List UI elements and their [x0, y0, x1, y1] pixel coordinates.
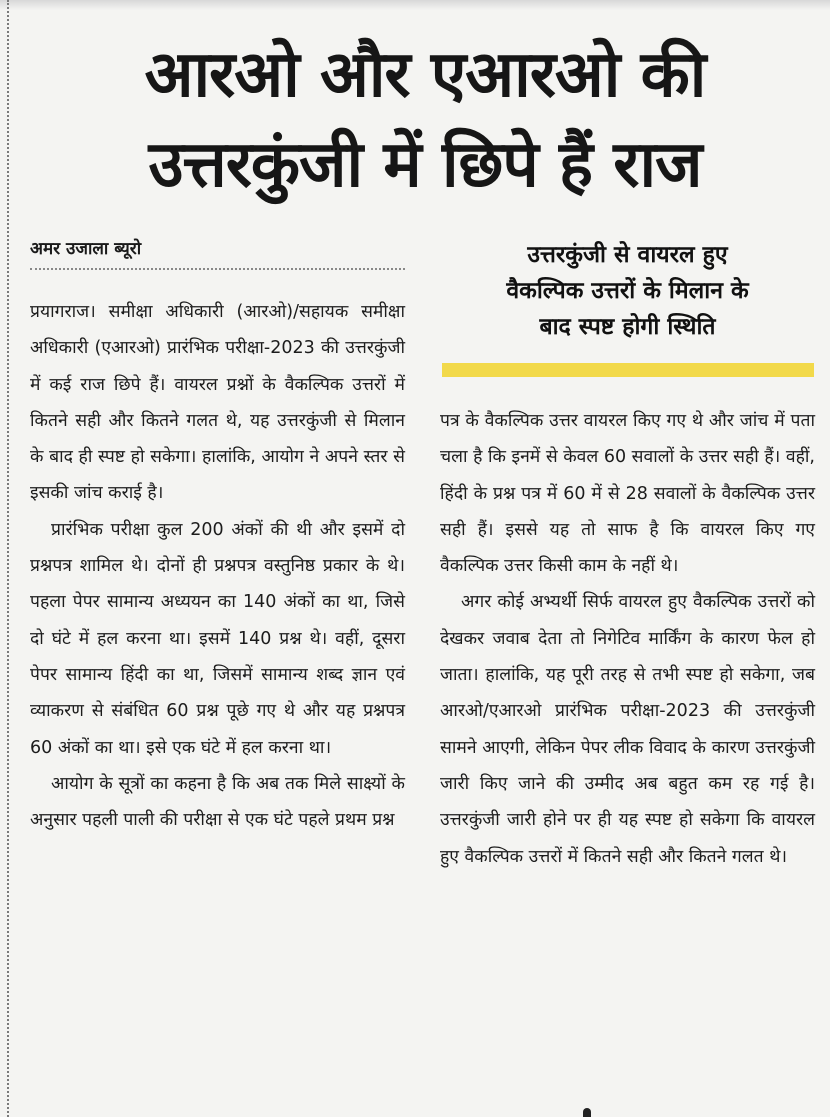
article-paragraph: प्रारंभिक परीक्षा कुल 200 अंकों की थी और इसमें दो प्रश्नपत्र शामिल थे। दोनों ही प्रश्नपत्र वस्तुनिष्ठ प्रकार के थे। पहला पेपर सामान्य अध्ययन का 140 अंकों का था, जिसे दो घंटे में हल करना था। इसमें 140 प्रश्न थे। वहीं, दूसरा पेपर सामान्य हिंदी का था, जिसमें सामान्य शब्द ज्ञान एवं व्याकरण से संबंधित 60 प्रश्न पूछे गए थे और यह प्रश्नपत्र 60 अंकों का था। इसे एक घंटे में हल करना था। [30, 519, 405, 758]
article-paragraph: अगर कोई अभ्यर्थी सिर्फ वायरल हुए वैकल्पिक उत्तरों को देखकर जवाब देता तो निगेटिव मार्किंग के कारण फेल हो जाता। हालांकि, यह पूरी तरह से तभी स्पष्ट हो सकेगा, जब आरओ/एआरओ प्रारंभिक परीक्षा-2023 की उत्तरकुंजी सामने आएगी, लेकिन पेपर लीक विवाद के कारण उत्तरकुंजी जारी किए जाने की उम्मीद अब बहुत कम रह गई है। उत्तरकुंजी जारी होने पर ही यह स्पष्ट हो सकेगा कि वायरल हुए वैकल्पिक उत्तरों में कितने सही और कितने गलत थे। [440, 592, 815, 867]
article-column-left [30, 294, 405, 838]
headline-line-2: उत्तरकुंजी में छिपे हैं राज [148, 128, 702, 202]
headline-line-1: आरओ और एआरओ की [144, 38, 706, 112]
previous-article-edge [0, 0, 830, 10]
subheadline-highlight-bar [442, 363, 814, 377]
subheadline-line-2: वैकल्पिक उत्तरों के मिलान के [506, 278, 749, 304]
article-paragraph-continued: पत्र के वैकल्पिक उत्तर वायरल किए गए थे और जांच में पता चला है कि इनमें से केवल 60 सवालों के उत्तर सही हैं। वहीं, हिंदी के प्रश्न पत्र में 60 में से 28 सवालों के वैकल्पिक उत्तर सही हैं। इससे यह तो साफ है कि वायरल किए गए वैकल्पिक उत्तर किसी काम के नहीं थे। [440, 411, 815, 577]
article-column-right [440, 403, 815, 875]
subheadline-line-1: उत्तरकुंजी से वायरल हुए [527, 242, 728, 268]
article-paragraph: प्रयागराज। समीक्षा अधिकारी (आरओ)/सहायक समीक्षा अधिकारी (एआरओ) प्रारंभिक परीक्षा-2023 की उत्तरकुंजी में कई राज छिपे हैं। वायरल प्रश्नों के वैकल्पिक उत्तरों में कितने सही और कितने गलत थे, यह उत्तरकुंजी से मिलान के बाद ही स्पष्ट हो सकेगा। हालांकि, आयोग ने अपने स्तर से इसकी जांच कराई है। [30, 302, 405, 504]
article-paragraph: आयोग के सूत्रों का कहना है कि अब तक मिले साक्ष्यों के अनुसार पहली पाली की परीक्षा से एक घंटे पहले प्रथम प्रश्न [30, 773, 405, 831]
subheadline-line-3: बाद स्पष्ट होगी स्थिति [539, 314, 716, 340]
byline: अमर उजाला ब्यूरो [30, 239, 142, 259]
headline [30, 30, 820, 210]
column-divider-dotted [7, 0, 9, 1117]
subheadline [445, 237, 810, 345]
byline-divider [30, 268, 405, 270]
next-article-edge [583, 1108, 591, 1117]
